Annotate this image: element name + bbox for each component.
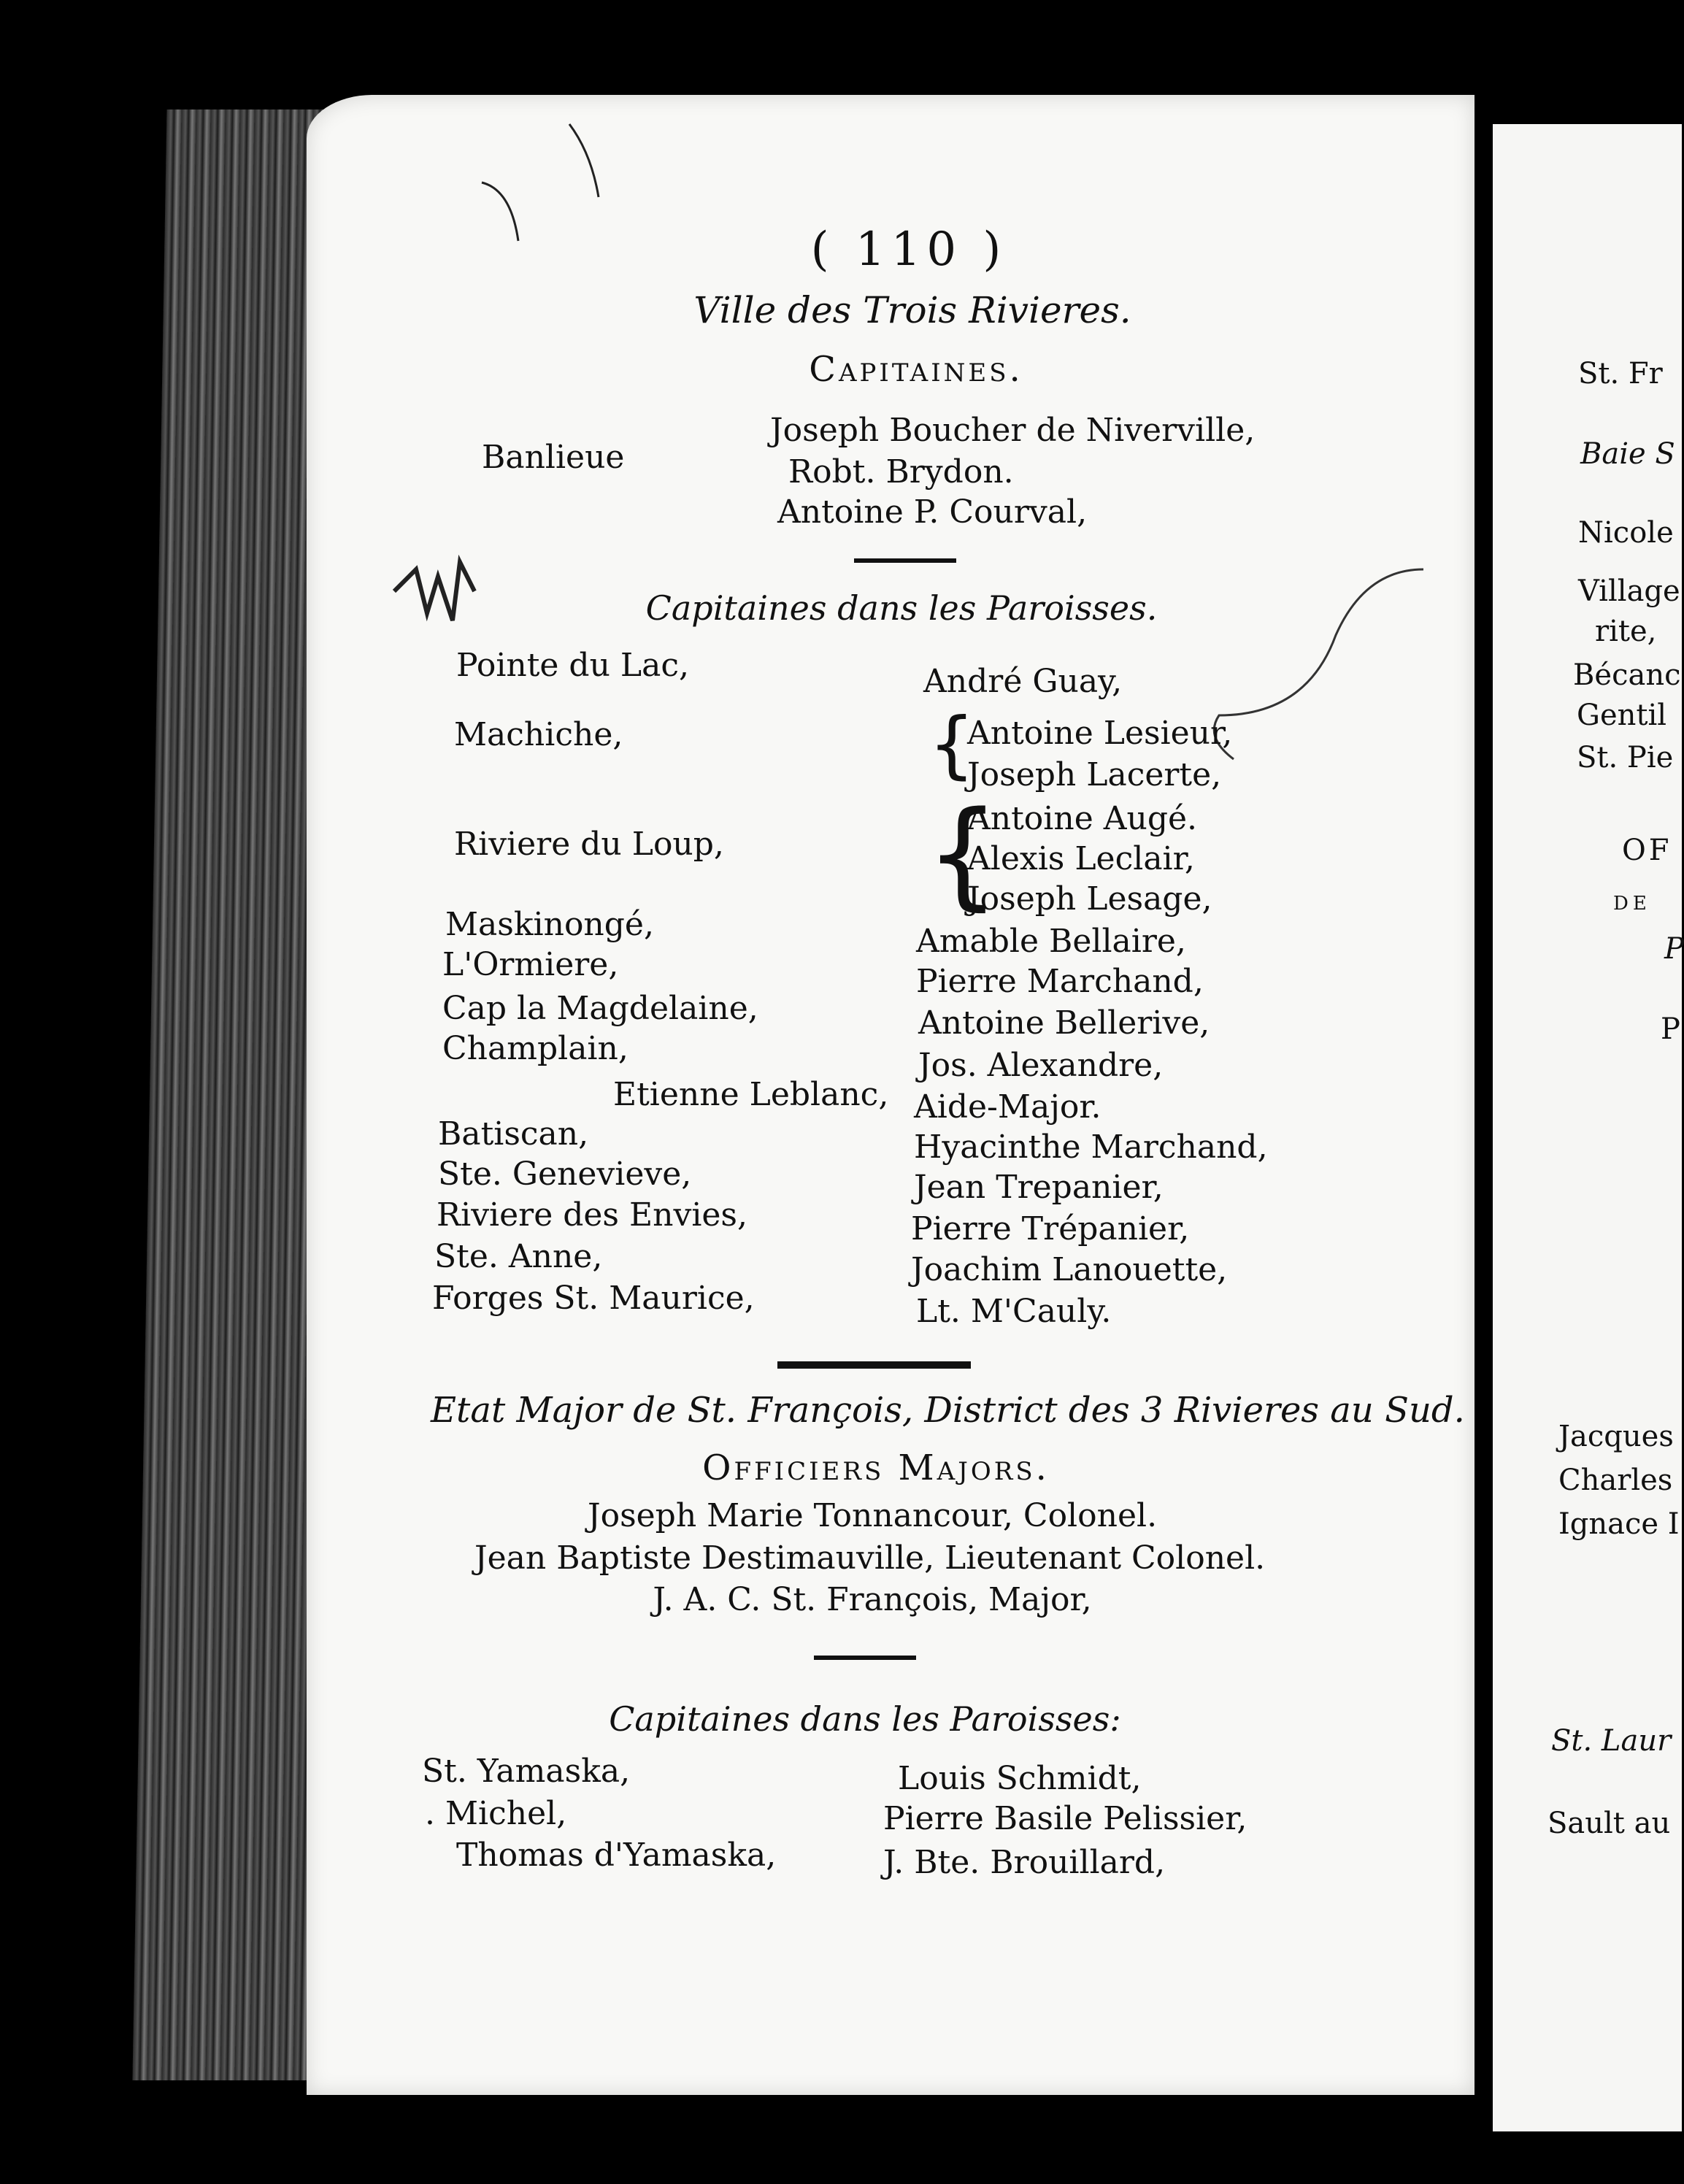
parish-name: . Michel, <box>425 1795 567 1832</box>
officer-lt-colonel: Jean Baptiste Destimauville, Lieutenant Colonel. <box>474 1539 1266 1577</box>
parish-name: Riviere du Loup, <box>454 826 724 863</box>
captain-name: Antoine Augé. <box>967 800 1198 837</box>
right-page-fragment: Gentil <box>1577 699 1667 732</box>
banlieue-name-3: Antoine P. Courval, <box>777 493 1088 531</box>
officer-colonel: Joseph Marie Tonnancour, Colonel. <box>587 1497 1158 1534</box>
parish-name: Ste. Anne, <box>434 1238 603 1275</box>
divider-rule-3 <box>814 1656 916 1660</box>
parish-name: Champlain, <box>442 1030 628 1067</box>
banlieue-name-1: Joseph Boucher de Niverville, <box>770 412 1256 449</box>
parish-name: Riviere des Envies, <box>437 1196 747 1234</box>
captain-name: Alexis Leclair, <box>967 840 1195 877</box>
paroisses-title: Capitaines dans les Paroisses. <box>645 588 1158 628</box>
right-page-fragment: Baie S <box>1580 437 1675 471</box>
captain-name: Lt. M'Cauly. <box>916 1293 1112 1330</box>
captain-name: Joseph Lacerte, <box>967 756 1222 793</box>
ink-curve-mark <box>1204 562 1438 766</box>
captain-name: Aide-Major. <box>914 1088 1101 1126</box>
captain-name: Jos. Alexandre, <box>918 1047 1164 1084</box>
captain-name: Joachim Lanouette, <box>911 1251 1228 1288</box>
page-number: ( 110 ) <box>810 223 1007 277</box>
parish-name: L'Ormiere, <box>442 946 619 983</box>
captain-name: Hyacinthe Marchand, <box>914 1128 1268 1166</box>
right-page-fragment: P <box>1661 1012 1680 1046</box>
right-page-fragment: DE <box>1613 893 1651 915</box>
etat-major-heading: Etat Major de St. François, District des 3 Rivieres au Sud. <box>431 1390 1465 1431</box>
paroisses-title-2: Capitaines dans les Paroisses: <box>609 1699 1121 1739</box>
page-heading: Ville des Trois Rivieres. <box>693 289 1131 331</box>
captain-name: Pierre Trépanier, <box>911 1210 1190 1247</box>
corner-curl-mark <box>474 109 620 270</box>
right-page-fragment: St. Fr <box>1578 357 1663 391</box>
parish-name: Etienne Leblanc, <box>613 1076 889 1113</box>
right-page-fragment: Village <box>1578 574 1680 608</box>
right-page-fragment: Bécanc <box>1573 658 1681 692</box>
captain-name: Joseph Lesage, <box>967 880 1212 918</box>
captain-name: Antoine Lesieur, <box>967 715 1233 752</box>
banlieue-name-2: Robt. Brydon. <box>788 453 1014 491</box>
captain-name: J. Bte. Brouillard, <box>883 1844 1166 1881</box>
right-page-fragment: OF <box>1622 834 1672 867</box>
parish-name: Cap la Magdelaine, <box>442 990 758 1027</box>
captain-name: Pierre Basile Pelissier, <box>883 1800 1247 1837</box>
capitaines-title: Capitaines. <box>809 349 1023 390</box>
parish-name: Forges St. Maurice, <box>432 1280 755 1317</box>
captain-name: Amable Bellaire, <box>916 923 1186 960</box>
right-page-fragment: Charles <box>1558 1464 1673 1497</box>
right-page-fragment: Jacques <box>1558 1420 1674 1453</box>
right-page-fragment: Nicole <box>1578 516 1674 550</box>
divider-rule-2 <box>777 1361 971 1369</box>
right-page-fragment: Ignace I <box>1558 1507 1680 1541</box>
parish-name: Machiche, <box>454 716 623 753</box>
captain-name: André Guay, <box>923 663 1123 700</box>
right-page-fragment: P <box>1664 932 1684 966</box>
ink-scribble-mark <box>387 547 489 635</box>
brace-mark: { <box>928 701 975 787</box>
right-page-fragment: St. Pie <box>1577 741 1674 774</box>
parish-name: St. Yamaska, <box>422 1753 631 1790</box>
parish-name: Maskinongé, <box>445 906 654 943</box>
banlieue-label: Banlieue <box>482 439 625 476</box>
parish-name: Thomas d'Yamaska, <box>456 1837 777 1874</box>
right-page-fragment: rite, <box>1595 615 1657 648</box>
captain-name: Antoine Bellerive, <box>918 1004 1210 1042</box>
captain-name: Louis Schmidt, <box>898 1760 1142 1797</box>
parish-name: Batiscan, <box>438 1115 589 1153</box>
captain-name: Pierre Marchand, <box>916 963 1204 1000</box>
officer-major: J. A. C. St. François, Major, <box>653 1581 1092 1618</box>
officiers-majors-title: Officiers Majors. <box>702 1447 1050 1488</box>
divider-rule-1 <box>854 558 956 563</box>
right-page-fragment: St. Laur <box>1551 1724 1672 1758</box>
right-page-fragment: Sault au <box>1547 1807 1671 1840</box>
parish-name: Pointe du Lac, <box>456 647 689 684</box>
captain-name: Jean Trepanier, <box>914 1169 1164 1206</box>
brace-mark: { <box>926 785 1000 922</box>
parish-name: Ste. Genevieve, <box>438 1156 692 1193</box>
